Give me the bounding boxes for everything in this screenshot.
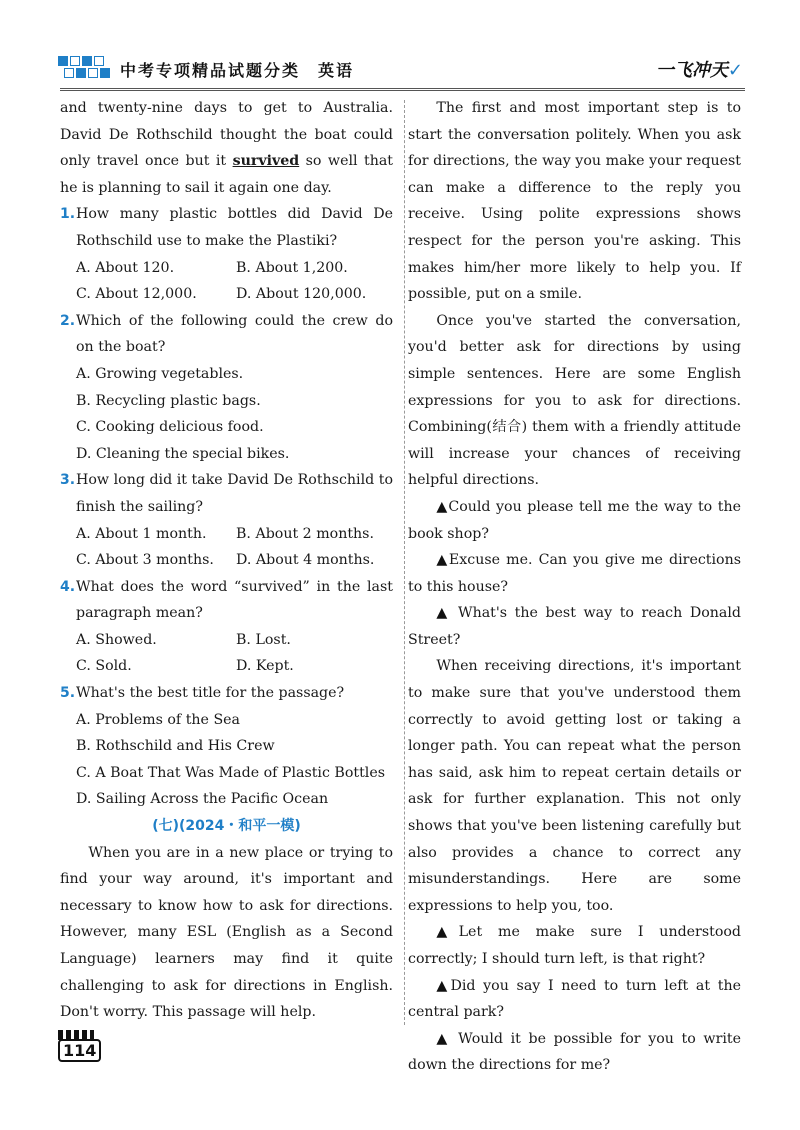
option-row — [60, 255, 393, 282]
column-divider — [404, 100, 405, 1025]
page-header — [58, 52, 743, 92]
bullet-item: ▲Excuse me. Can you give me directions to this house? — [408, 552, 741, 595]
question-text: How long did it take David De Rothschild to finish the sailing? — [76, 472, 393, 515]
option-b[interactable]: B. Recycling plastic bags. — [76, 392, 261, 409]
question-text: What's the best title for the passage? — [76, 685, 345, 702]
question-text: How many plastic bottles did David De Rothschild use to make the Plastiki? — [76, 206, 393, 249]
section-title: (七)(2024・和平一模) — [152, 818, 301, 835]
question-2: 2. Which of the following could the crew do on the boat? — [60, 308, 393, 361]
option-row — [60, 521, 393, 548]
question-3: 3. How long did it take David De Rothschild to finish the sailing? — [60, 467, 393, 520]
header-logo-icon — [58, 52, 113, 88]
question-5: 5. What's the best title for the passage? — [60, 680, 393, 707]
triangle-icon: ▲ — [436, 552, 449, 569]
option-c[interactable]: C. About 12,000. — [76, 286, 197, 303]
intro-paragraph: and twenty-nine days to get to Australia. David De Rothschild thought the boat could only travel once but it survived so well that he is planning to sail it again one day. — [60, 100, 393, 196]
brand-text: 一飞冲天 — [655, 60, 728, 81]
option-c[interactable]: C. A Boat That Was Made of Plastic Bottles — [76, 764, 386, 781]
header-title: 中考专项精品试题分类 英语 — [120, 61, 355, 80]
option-d[interactable]: D. Kept. — [236, 658, 294, 675]
option-a[interactable]: A. Growing vegetables. — [76, 365, 244, 382]
bullet-item: ▲Could you please tell me the way to the book shop? — [408, 498, 741, 542]
check-icon: ✓ — [727, 60, 743, 81]
question-1: 1. How many plastic bottles did David De Rothschild use to make the Plastiki? — [60, 201, 393, 254]
option-row — [60, 653, 393, 680]
option-d[interactable]: D. About 120,000. — [236, 286, 367, 303]
question-text: What does the word “survived” in the last paragraph mean? — [76, 578, 393, 622]
option-a[interactable]: A. Showed. — [76, 631, 157, 648]
option-b[interactable]: B. About 2 months. — [236, 525, 374, 542]
paragraph-3: When receiving directions, it's important to make sure that you've understood them correctly to avoid getting lost or taking a longer path. You can repeat what the person has said, ask him to repeat certain details or ask for further explanation. This not only shows that you've been listening carefully but also provides a chance to correct any misunderstandings. Here are some expressions to help you, too. — [408, 658, 741, 914]
paragraph-1: The first and most important step is to start the conversation politely. When you ask for directions, the way you make your request can make a difference to the reply you receive. Using polite expressions shows respect for the person you're asking. This makes him/her more likely to help you. If possible, put on a smile. — [408, 100, 741, 303]
option-d[interactable]: D. Cleaning the special bikes. — [76, 445, 290, 462]
triangle-icon: ▲ — [436, 605, 451, 622]
option-row — [60, 627, 393, 654]
right-column — [408, 95, 741, 1079]
option-c[interactable]: C. About 3 months. — [76, 552, 214, 569]
left-column — [60, 95, 393, 1026]
question-4: 4. What does the word “survived” in the last paragraph mean? — [60, 574, 393, 627]
option-c[interactable]: C. Cooking delicious food. — [76, 419, 264, 436]
triangle-icon: ▲ — [436, 498, 449, 515]
page-number — [58, 1030, 98, 1064]
brand-logo — [656, 56, 743, 82]
option-b[interactable]: B. Lost. — [236, 631, 291, 648]
header-divider — [60, 88, 745, 91]
option-a[interactable]: A. About 1 month. — [76, 525, 207, 542]
option-b[interactable]: B. Rothschild and His Crew — [76, 738, 275, 755]
bullet-item: ▲ What's the best way to reach Donald Street? — [408, 605, 741, 648]
underlined-word: survived — [232, 153, 300, 170]
option-c[interactable]: C. Sold. — [76, 658, 132, 675]
option-row — [60, 281, 393, 308]
question-text: Which of the following could the crew do on the boat? — [76, 312, 393, 356]
triangle-icon: ▲ — [436, 1030, 451, 1047]
option-d[interactable]: D. About 4 months. — [236, 552, 375, 569]
paragraph-2: Once you've started the conversation, you'd better ask for directions by using simple sentences. Here are some English expressions for you to ask for directions. Combining(结合) them with a friendly attitude will increase your chances of receiving helpful directions. — [408, 312, 741, 489]
option-row — [60, 547, 393, 574]
option-b[interactable]: B. About 1,200. — [236, 259, 348, 276]
option-a[interactable]: A. Problems of the Sea — [76, 711, 241, 728]
triangle-icon: ▲ — [436, 977, 451, 994]
triangle-icon: ▲ — [436, 924, 459, 941]
option-a[interactable]: A. About 120. — [76, 259, 175, 276]
bullet-item: ▲ Would it be possible for you to write down the directions for me? — [408, 1030, 741, 1074]
bullet-item: ▲Let me make sure I understood correctly; I should turn left, is that right? — [408, 924, 741, 967]
page-number-label: 114 — [58, 1039, 101, 1062]
passage-intro: When you are in a new place or trying to find your way around, it's important and necessary to know how to ask for directions. However, many ESL (English as a Second Language) learners may find it quite challenging to ask for directions in English. Don't worry. This passage will help. — [60, 844, 393, 1021]
option-d[interactable]: D. Sailing Across the Pacific Ocean — [76, 791, 329, 808]
bullet-item: ▲Did you say I need to turn left at the central park? — [408, 977, 741, 1021]
